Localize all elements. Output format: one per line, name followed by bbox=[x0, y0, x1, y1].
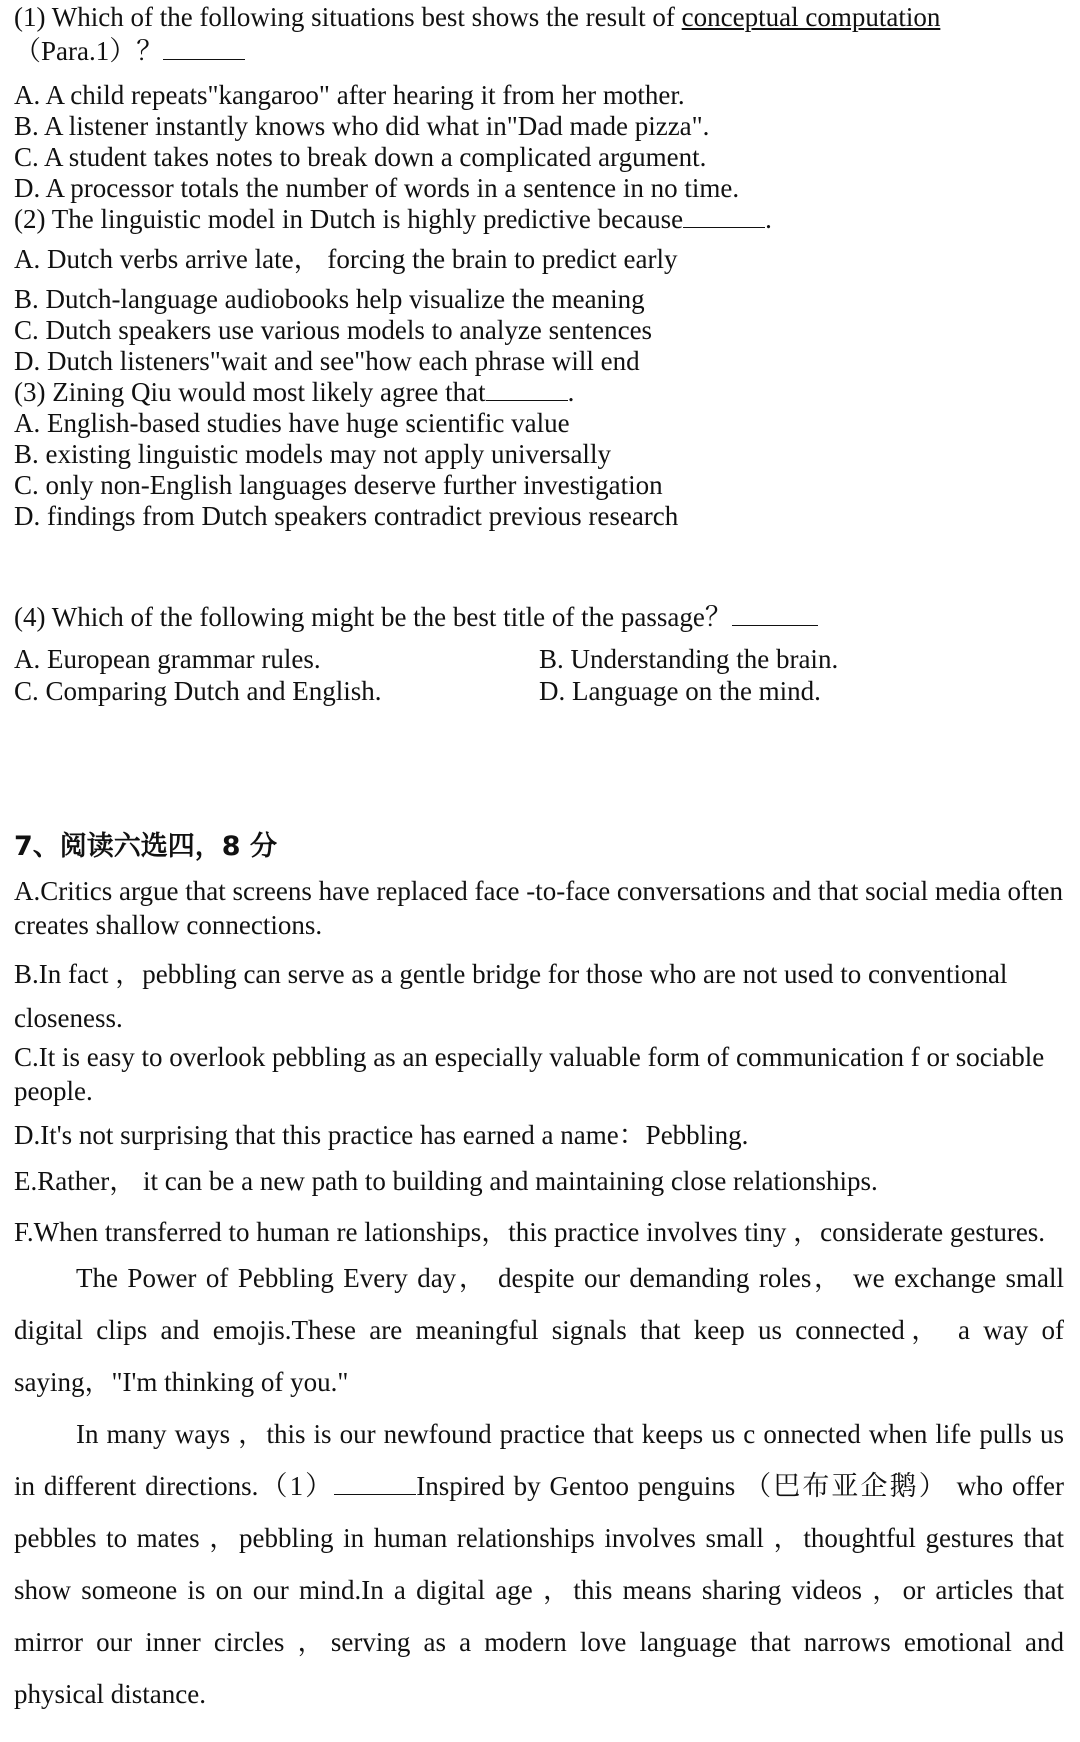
section-7-title: 7、阅读六选四，8 分 bbox=[14, 831, 277, 862]
choice-b: B.In fact ，pebbling can serve as a gentle bridge for those who are not used to conventional closeness. bbox=[14, 959, 1008, 1033]
option-b: B. existing linguistic models may not apply universally bbox=[14, 439, 611, 469]
option-b: B. Dutch-language audiobooks help visualize the meaning bbox=[14, 284, 645, 314]
option-c: C. Comparing Dutch and English. bbox=[14, 676, 382, 706]
question-3-stem-end: . bbox=[567, 377, 575, 407]
option-c: C. Dutch speakers use various models to analyze sentences bbox=[14, 315, 653, 345]
option-a: A. European grammar rules. bbox=[14, 644, 321, 674]
question-4-stem-line bbox=[14, 600, 1064, 634]
option-d: D. A processor totals the number of words in a sentence in no time. bbox=[14, 173, 740, 203]
question-4-stem: (4) Which of the following might be the best title of the passage？ bbox=[14, 602, 732, 632]
question-1 bbox=[14, 0, 1064, 205]
question-1-stem-line-1 bbox=[14, 0, 1064, 34]
option-d: D. Language on the mind. bbox=[539, 676, 821, 706]
options-row-1 bbox=[14, 642, 1064, 676]
question-3-stem-line bbox=[14, 375, 1064, 409]
choice-c: C.It is easy to overlook pebbling as an especially valuable form of communication f or sociable people. bbox=[14, 1042, 1045, 1106]
choice-d: D.It's not surprising that this practice has earned a name：Pebbling. bbox=[14, 1120, 749, 1150]
question-2-stem-end: . bbox=[765, 204, 772, 234]
option-c: C. only non-English languages deserve further investigation bbox=[14, 470, 663, 500]
question-1-stem: (1) Which of the following situations best shows the result of bbox=[14, 2, 682, 32]
section-7 bbox=[14, 830, 1064, 1720]
passage-paragraph-2-start: In many ways ，this is our newfound practice that keeps us c onnected when life pulls us in different directions.（1） bbox=[14, 1419, 1064, 1501]
passage-paragraph-2 bbox=[14, 1408, 1064, 1720]
underlined-term: conceptual computation bbox=[681, 2, 941, 32]
option-a: A. Dutch verbs arrive late， forcing the brain to predict early bbox=[14, 244, 678, 274]
option-a: A. A child repeats"kangaroo" after hearing it from her mother. bbox=[14, 80, 685, 110]
question-2-stem: (2) The linguistic model in Dutch is highly predictive because bbox=[14, 204, 684, 234]
answer-blank bbox=[163, 37, 245, 60]
question-3 bbox=[14, 375, 1064, 533]
option-d: D. Dutch listeners"wait and see"how each phrase will end bbox=[14, 346, 640, 376]
option-a: A. English-based studies have huge scientific value bbox=[14, 408, 570, 438]
answer-blank bbox=[732, 603, 818, 626]
option-b: B. Understanding the brain. bbox=[539, 644, 839, 674]
answer-blank bbox=[486, 378, 568, 401]
question-2 bbox=[14, 202, 1064, 378]
choice-f: F.When transferred to human re lationships，this practice involves tiny ，considerate gestures. bbox=[14, 1217, 1046, 1247]
choice-e: E.Rather， it can be a new path to building and maintaining close relationships. bbox=[14, 1166, 878, 1196]
passage-paragraph-2-rest: Inspired by Gentoo penguins （巴布亚企鹅） who offer pebbles to mates ，pebbling in human relationships involves small ，thoughtful gestures that show someone is on our mind.In a digital age ，this means sharing videos ，or articles that mirror our inner circles ，serving as a modern love language that narrows emotional and physical distance. bbox=[14, 1471, 1064, 1709]
option-c: C. A student takes notes to break down a complicated argument. bbox=[14, 142, 707, 172]
question-1-stem-ref: （Para.1）？ bbox=[14, 36, 164, 66]
question-4 bbox=[14, 600, 1064, 708]
option-b: B. A listener instantly knows who did what in"Dad made pizza". bbox=[14, 111, 710, 141]
question-2-stem-line bbox=[14, 202, 1064, 236]
answer-blank bbox=[683, 205, 765, 228]
answer-blank bbox=[334, 1472, 416, 1495]
passage-paragraph-1: The Power of Pebbling Every day， despite our demanding roles， we exchange small digital clips and emojis.These are meaningful signals that keep us connected， a way of saying，"I'm thinking of you." bbox=[14, 1263, 1064, 1397]
option-d: D. findings from Dutch speakers contradict previous research bbox=[14, 501, 679, 531]
question-3-stem: (3) Zining Qiu would most likely agree that bbox=[14, 377, 486, 407]
options-row-2 bbox=[14, 674, 1064, 708]
question-1-stem-line-2 bbox=[14, 34, 1064, 68]
choice-a: A.Critics argue that screens have replaced face -to-face conversations and that social media often creates shallow connections. bbox=[14, 876, 1064, 940]
